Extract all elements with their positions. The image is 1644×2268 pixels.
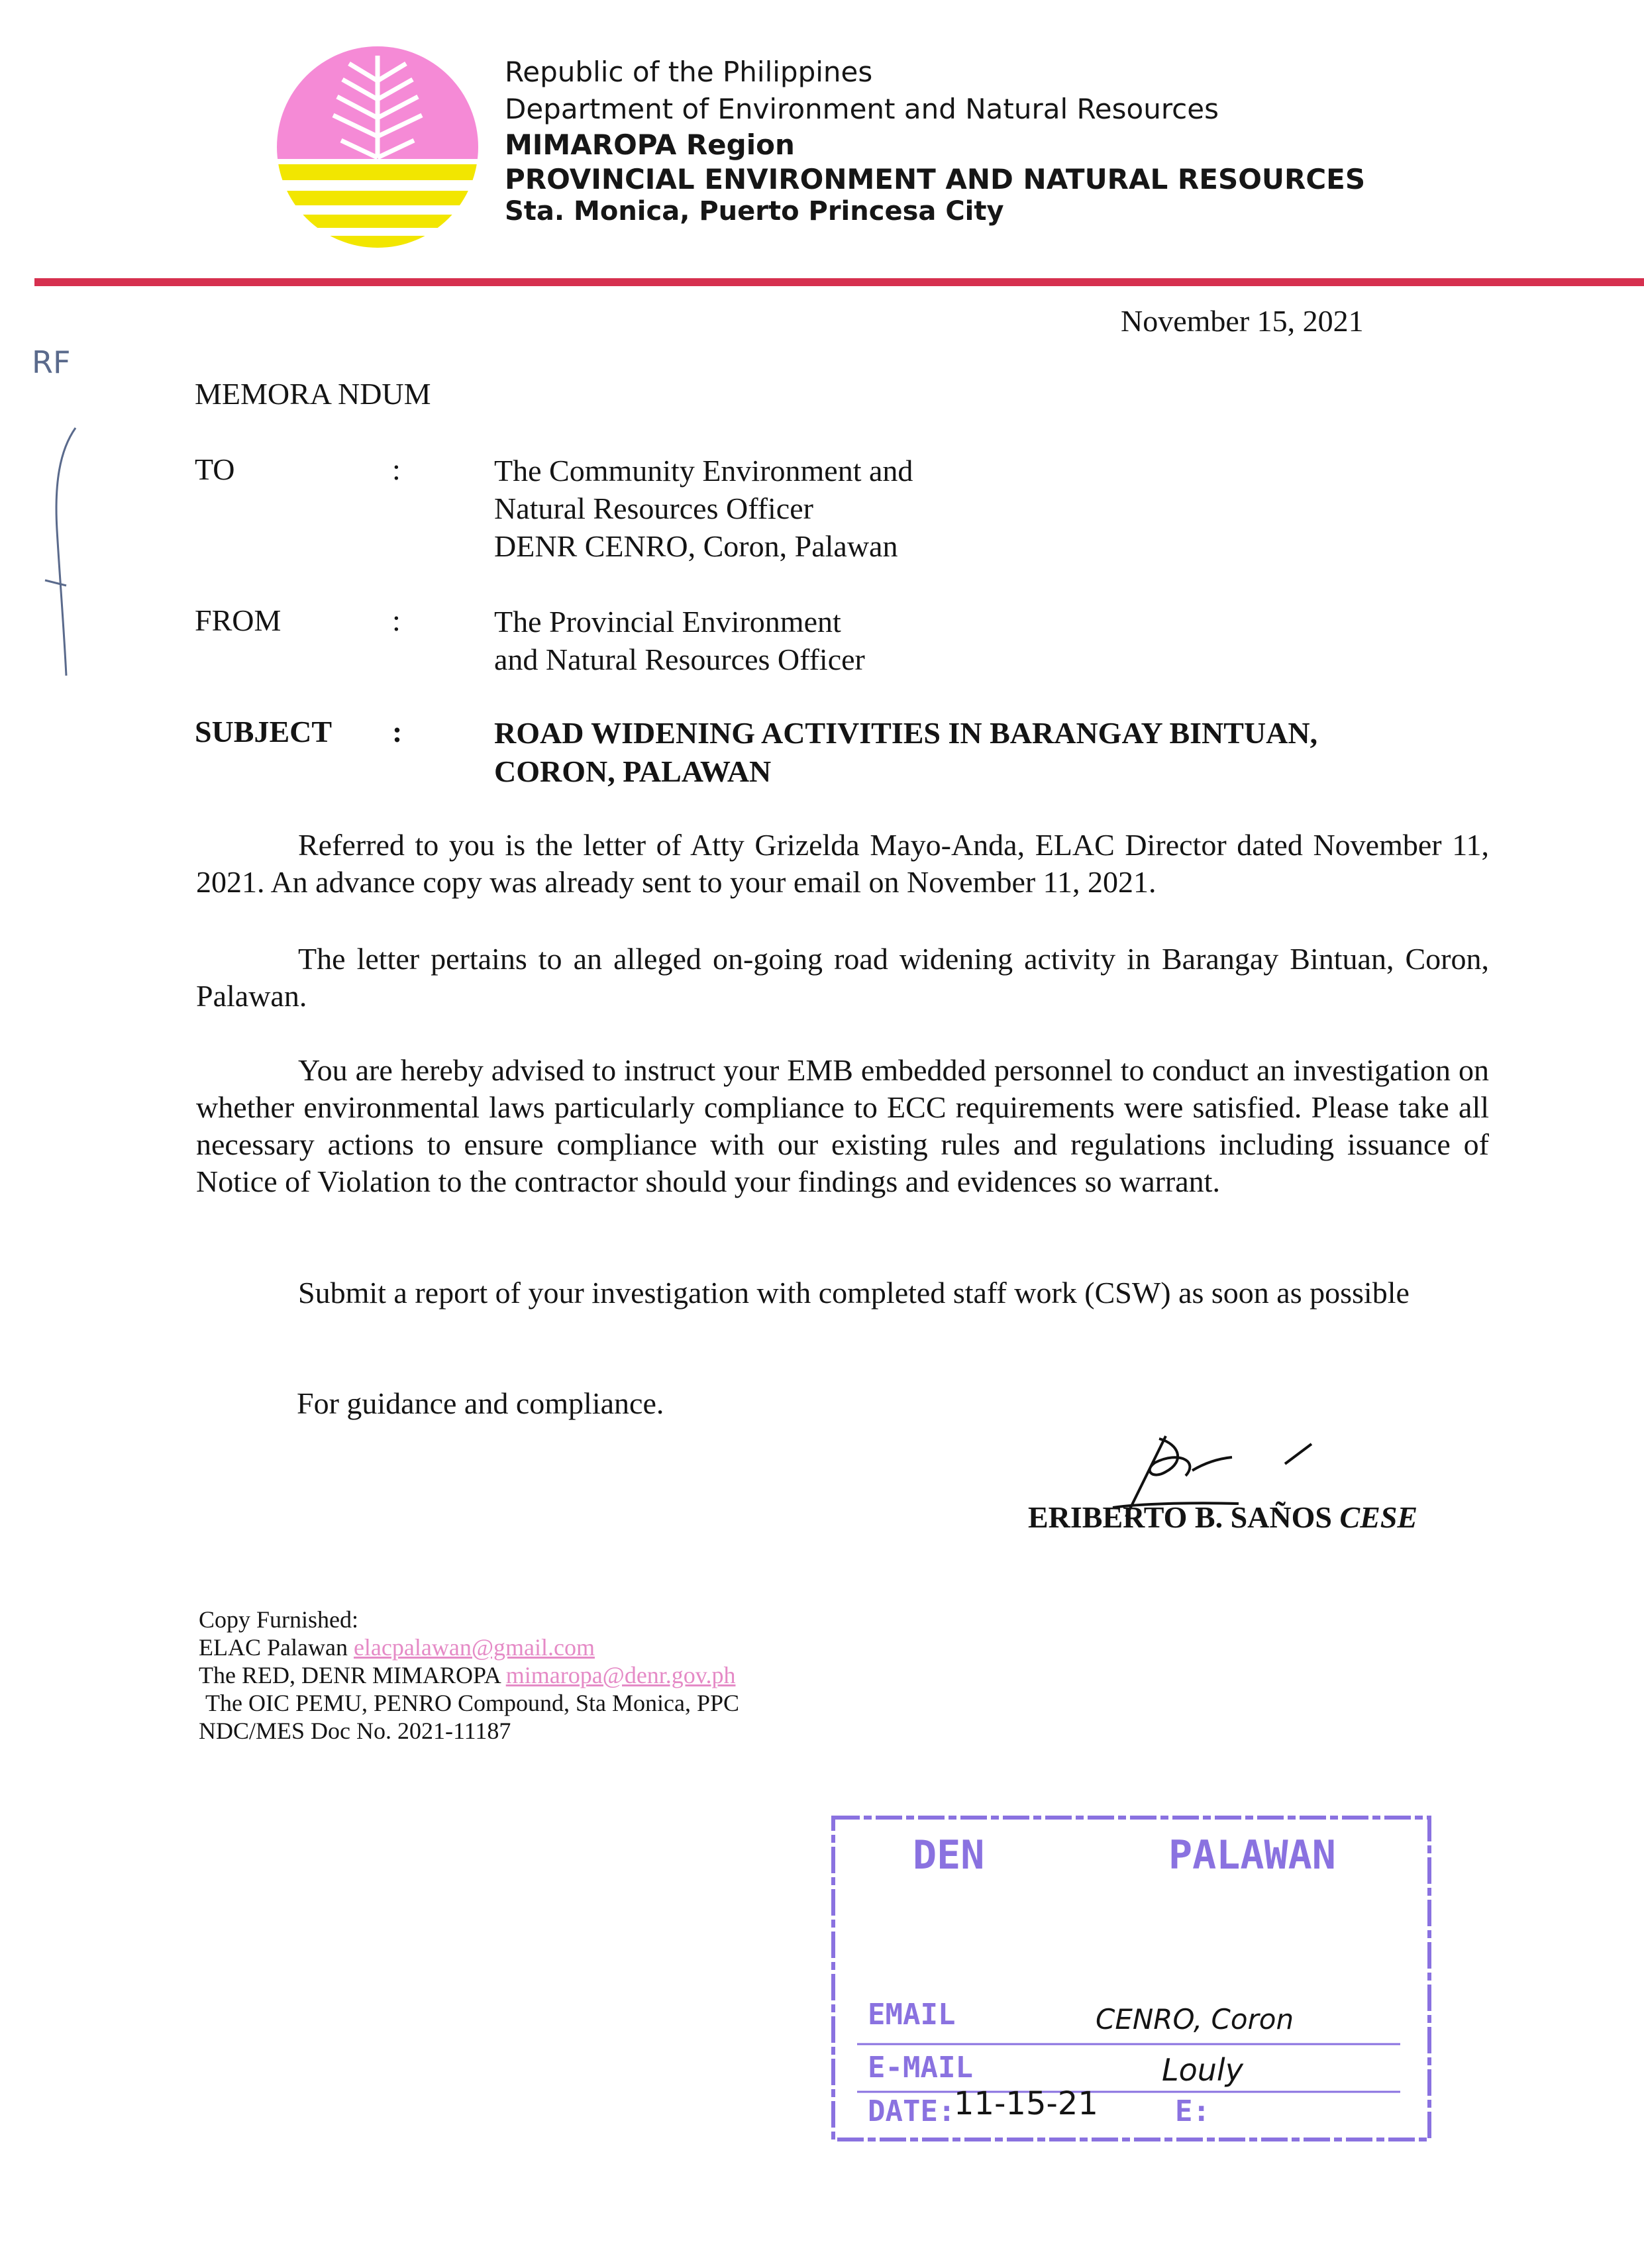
copy-furnished-line-2 xyxy=(199,1661,735,1689)
doc-number: NDC/MES Doc No. 2021-11187 xyxy=(199,1718,511,1744)
header-divider xyxy=(34,278,1644,286)
denr-logo xyxy=(268,41,487,253)
from-sender xyxy=(494,603,865,678)
margin-bracket-mark xyxy=(40,424,79,682)
body-closing: For guidance and compliance. xyxy=(297,1386,664,1420)
body-paragraph-2: The letter pertains to an alleged on-going road widening activity in Barangay Bintuan, Coron, Palawan. xyxy=(196,942,1489,1013)
cc-email-link[interactable]: elacpalawan@gmail.com xyxy=(353,1634,595,1661)
from-line: The Provincial Environment xyxy=(494,605,841,639)
cc-recipient: The RED, DENR MIMAROPA xyxy=(199,1662,500,1688)
handwritten-date: 11-15-21 xyxy=(954,2085,1098,2122)
cc-recipient: ELAC Palawan xyxy=(199,1634,348,1661)
letterhead-address: Sta. Monica, Puerto Princesa City xyxy=(505,196,1004,227)
body-paragraph-4: Submit a report of your investigation with completed staff work (CSW) as soon as possible xyxy=(298,1276,1410,1310)
from-colon: : xyxy=(392,603,401,637)
handwritten-initials: Louly xyxy=(1162,2052,1243,2088)
memo-date: November 15, 2021 xyxy=(1121,304,1364,338)
copy-furnished-heading: Copy Furnished: xyxy=(199,1606,359,1633)
receiving-stamp xyxy=(831,1815,1433,2146)
memo-title: MEMORA NDUM xyxy=(195,377,431,411)
body-paragraph-3: You are hereby advised to instruct your EMB embedded personnel to conduct an investigation on whether environmental laws particularly compliance to ECC requirements were satisfied. Please take all necessary actions to ensure compliance with our existing rules and regulations including issuance of Notice of Violation to the contractor should your findings and evidences so warrant. xyxy=(196,1053,1489,1198)
to-line: Natural Resources Officer xyxy=(494,491,813,525)
to-line: The Community Environment and xyxy=(494,454,913,488)
body-paragraph-1: Referred to you is the letter of Atty Grizelda Mayo-Anda, ELAC Director dated November 11, 2021. An advance copy was already sent to your email on November 11, 2021. xyxy=(196,828,1489,899)
subject-line: ROAD WIDENING ACTIVITIES IN BARANGAY BINTUAN, xyxy=(494,716,1318,750)
copy-furnished-line-3: The OIC PEMU, PENRO Compound, Sta Monica, PPC xyxy=(205,1690,740,1716)
stamp-date-label: DATE: xyxy=(868,2094,956,2128)
stamp-header-right: PALAWAN xyxy=(1168,1832,1336,1879)
cc-email-link[interactable]: mimaropa@denr.gov.ph xyxy=(505,1662,736,1688)
from-label: FROM xyxy=(195,603,282,637)
letterhead-office: PROVINCIAL ENVIRONMENT AND NATURAL RESOURCES xyxy=(505,163,1366,195)
subject-label: SUBJECT xyxy=(195,715,333,748)
letterhead-country: Republic of the Philippines xyxy=(505,56,873,88)
subject-text xyxy=(494,714,1317,791)
signatory-full-name: ERIBERTO B. SAÑOS xyxy=(1028,1500,1332,1534)
from-line: and Natural Resources Officer xyxy=(494,643,865,676)
stamp-header-left: DEN xyxy=(913,1832,985,1879)
handwritten-office: CENRO, Coron xyxy=(1096,2003,1294,2036)
to-line: DENR CENRO, Coron, Palawan xyxy=(494,529,898,563)
subject-colon: : xyxy=(392,715,403,748)
to-colon: : xyxy=(392,452,401,486)
copy-furnished-line-1 xyxy=(199,1633,595,1661)
stamp-time-label: E: xyxy=(1175,2094,1210,2128)
letterhead-region: MIMAROPA Region xyxy=(505,129,795,161)
stamp-email-row: EMAIL xyxy=(868,1998,956,2032)
subject-line: CORON, PALAWAN xyxy=(494,754,772,788)
to-label: TO xyxy=(195,452,235,486)
margin-note: RF xyxy=(32,344,71,380)
letterhead-department: Department of Environment and Natural Resources xyxy=(505,93,1219,125)
stamp-email-row-2: E-MAIL xyxy=(868,2051,973,2085)
signatory-name xyxy=(1028,1500,1417,1535)
to-recipient xyxy=(494,452,913,565)
signatory-suffix: CESE xyxy=(1339,1500,1418,1534)
